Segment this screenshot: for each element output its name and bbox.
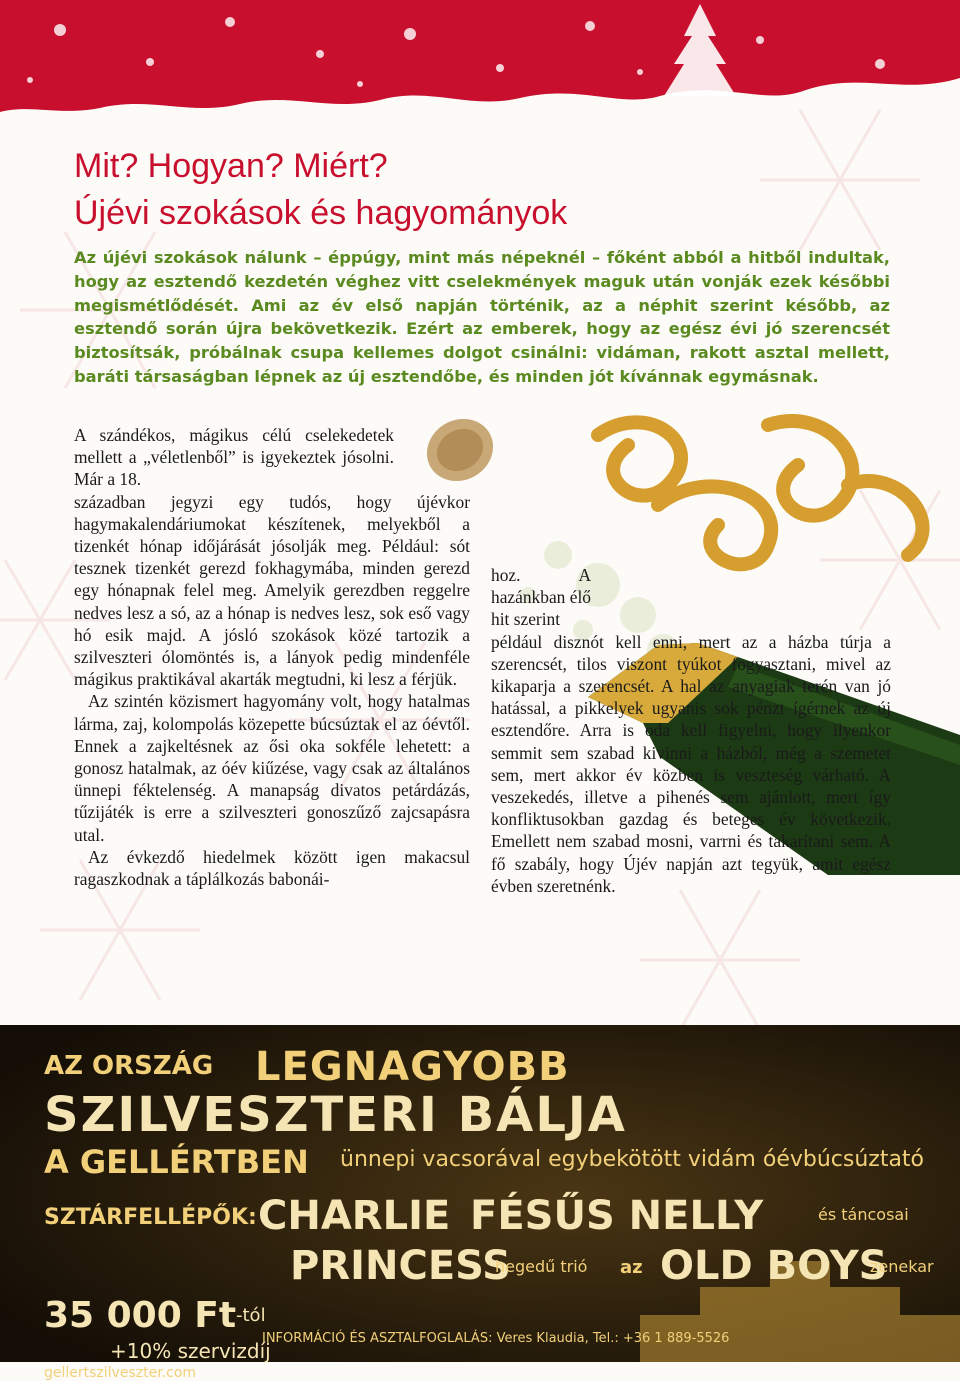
article-column-right <box>491 564 891 897</box>
banner-website: gellertszilveszter.com <box>44 1365 197 1381</box>
performer-band: zenekar <box>870 1257 934 1276</box>
performer-violin-trio: hegedű trió <box>495 1257 588 1276</box>
advertisement-banner <box>0 1025 960 1381</box>
column-right-lead: hoz. A hazánkban élő hit szerint <box>491 565 591 630</box>
banner-main-title: SZILVESZTERI BÁLJA <box>44 1087 627 1143</box>
snowflake-icon <box>640 890 800 1030</box>
performer-charlie: CHARLIE <box>258 1193 451 1239</box>
performer-old-boys: OLD BOYS <box>660 1243 888 1289</box>
performer-dancers: és táncosai <box>818 1205 909 1224</box>
performer-princess: PRINCESS <box>290 1243 511 1289</box>
ribbon-icon <box>598 421 923 564</box>
column-right-paragraph: például disznót kell enni, mert az a házba túrja a szerencsét, tilos viszont tyúkot fogyasztani, mivel az kikaparja a szerencsét. A hal az anyagiak terén van jó hatással, a pikkelyek ugyanis sok pénzt ígérnek az új esztendőre. Arra is oda kell figyelni, hogy ilyenkor semmit sem szabad kivinni a házból, még a szemetet sem, mert akkor év közben is veszteség várható. A veszekedés, illetve a pihenés sem ajánlott, mert így konfliktusokban gazdag és beteges év következik. Emellett nem szabad mosni, varrni és takarítani sem. A fő szabály, hogy Újév napján azt tegyük, amit egész évben szeretnénk. <box>491 631 891 896</box>
banner-venue: A GELLÉRTBEN <box>44 1143 309 1181</box>
booking-info: INFORMÁCIÓ ÉS ASZTALFOGLALÁS: Veres Klaudia, Tel.: +36 1 889-5526 <box>262 1331 730 1346</box>
column-left-lead: A szándékos, mágikus célú cselekedetek mellett a „véletlenből” is igyekeztek jósolni. Már a 18. <box>74 425 394 490</box>
ticket-price: 35 000 Ft <box>44 1295 237 1336</box>
column-left-paragraph-2: Az szintén közismert hagyomány volt, hogy hatalmas lárma, zaj, kolompolás közepette búcsúztak el az óévtől. Ennek a zajkeltésnek az ősi oka sokféle lehetett: a gonosz hatalmak, az óév kiűzése, vagy csak az általános ünnepi féktelenség. A manapság divatos petárdázás, tűzijáték is erre a szilveszteri gonoszűző zajcsapásra utal. <box>74 691 470 845</box>
column-left-paragraph-3: Az évkezdő hiedelmek között igen makacsul ragaszkodnak a táplálkozás babonái- <box>74 846 470 890</box>
banner-stars-label: SZTÁRFELLÉPŐK: <box>44 1205 257 1230</box>
header-decoration <box>0 0 960 150</box>
performer-oldboys-prefix: az <box>620 1257 643 1278</box>
title-line-1: Mit? Hogyan? Miért? <box>74 147 388 185</box>
title-line-2: Újévi szokások és hagyományok <box>74 194 568 232</box>
banner-headline-small: AZ ORSZÁG <box>44 1051 214 1081</box>
service-charge: +10% szervizdíj <box>110 1339 271 1363</box>
performer-fesus-nelly: FÉSŰS NELLY <box>470 1193 764 1239</box>
banner-tagline: ünnepi vacsorával egybekötött vidám óévbúcsúztató <box>340 1147 925 1172</box>
ticket-price-suffix: -tól <box>236 1305 266 1326</box>
intro-paragraph: Az újévi szokások nálunk – éppúgy, mint más népeknél – főként abból a hitből indultak, hogy az esztendő kezdetén véghez vitt cselekmények maguk után vonják ezek későbbi megismétlődését. Ami az év első napján történik, az a néphit szerint később, az esztendő során újra bekövetkezik. Ezért az emberek, hogy az egész évi jó szerencsét biztosítsák, próbálnak csupa kellemes dolgot csinálni: vidáman, rakott asztal mellett, baráti társaságban lépnek az új esztendőbe, és minden jót kívánnak egymásnak. <box>74 248 890 386</box>
article-column-left <box>74 424 470 890</box>
banner-headline-large: LEGNAGYOBB <box>255 1044 570 1090</box>
column-left-paragraph-1: században jegyzi egy tudós, hogy újévkor hagymakalendáriumokat készítenek, melyekből a tizenkét hónap időjárását jósolják meg. Például: sót tesznek tizenkét gerezd fokhagymába, minden gerezd egy hónapnak felel meg. Amelyik gerezdben reggelre nedves lesz a só, az a hónap is nedves lesz, sok eső vagy hó esik majd. A jósló szokások közé tartozik a szilveszteri ólomöntés is, a lányok pedig mindenféle mágikus praktikával akarták megtudni, ki lesz a férjük. <box>74 491 470 690</box>
